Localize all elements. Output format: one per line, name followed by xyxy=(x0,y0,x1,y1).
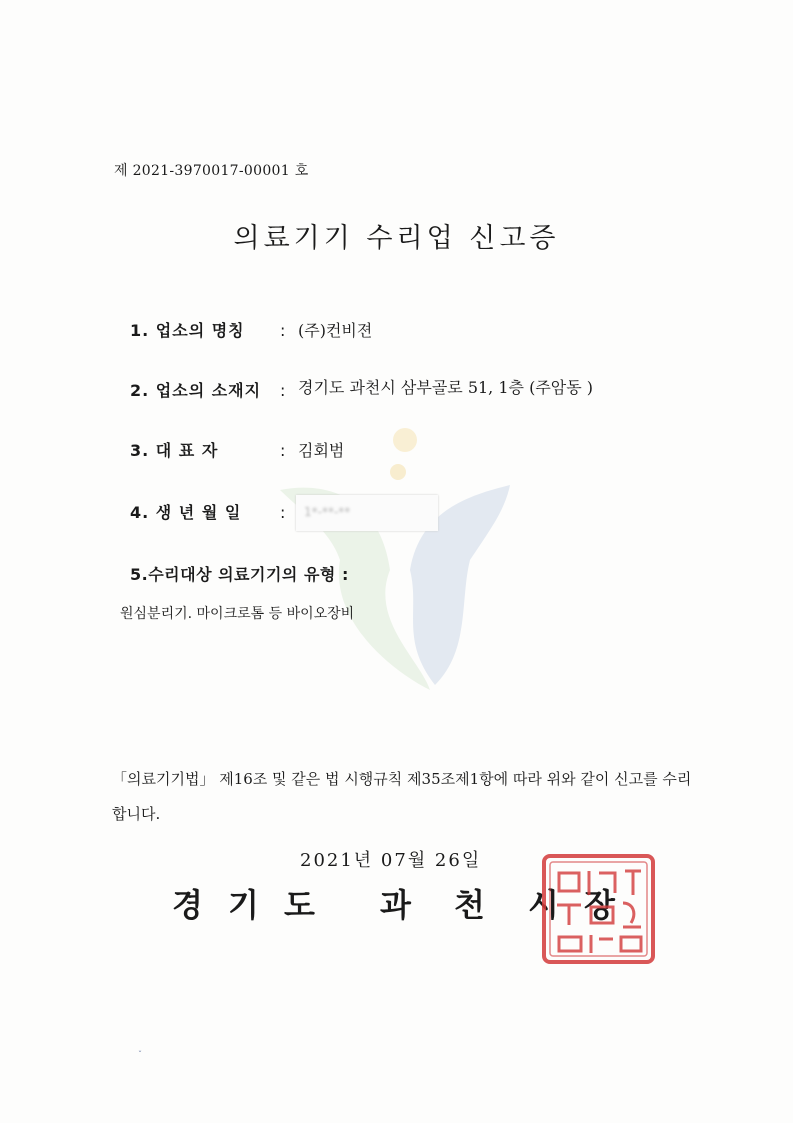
field-birth-date xyxy=(130,500,298,523)
official-seal-stamp xyxy=(541,853,656,965)
issue-date: 2021년 07월 26일 xyxy=(300,850,482,871)
redacted-text: 1*-**-** xyxy=(304,505,351,519)
repair-type-value: 원심분리기. 마이크로톰 등 바이오장비 xyxy=(120,606,355,622)
field-representative xyxy=(130,438,344,461)
repair-type-heading: 5.수리대상 의료기기의 유형 : xyxy=(130,565,349,584)
field-value: (주)컨비젼 xyxy=(298,321,373,340)
document-title: 의료기기 수리업 신고증 xyxy=(233,223,560,254)
field-value: 경기도 과천시 삼부골로 51, 1층 (주암동 ) xyxy=(298,378,594,397)
issuer-char: 장 xyxy=(584,886,615,924)
issuer-char: 천 xyxy=(454,886,485,924)
issuer-char: 도 xyxy=(284,886,315,924)
field-colon: : xyxy=(280,503,286,522)
document-number: 제 2021-3970017-00001 호 xyxy=(114,163,309,179)
field-label: 4. 생 년 월 일 xyxy=(130,503,242,522)
field-business-name xyxy=(130,318,372,341)
issuer-char: 경 xyxy=(172,886,203,924)
field-label: 1. 업소의 명칭 xyxy=(130,321,245,340)
issuer-char: 기 xyxy=(228,886,259,924)
issuer-char: 과 xyxy=(380,886,411,924)
field-colon: : xyxy=(280,321,286,340)
field-value: 김회범 xyxy=(298,441,345,460)
scan-mark: ˇ xyxy=(138,1050,142,1059)
certification-statement: 「의료기기법」 제16조 및 같은 법 시행규칙 제35조제1항에 따라 위와 같이 신고를 수리합니다. xyxy=(112,770,692,823)
city-emblem-watermark xyxy=(270,420,520,700)
field-colon: : xyxy=(280,381,286,400)
field-label: 2. 업소의 소재지 xyxy=(130,381,262,400)
issuer-char: 시 xyxy=(528,886,559,924)
redaction-patch xyxy=(296,495,438,531)
field-colon: : xyxy=(280,441,286,460)
field-business-address xyxy=(130,378,658,401)
field-label: 3. 대 표 자 xyxy=(130,441,219,460)
